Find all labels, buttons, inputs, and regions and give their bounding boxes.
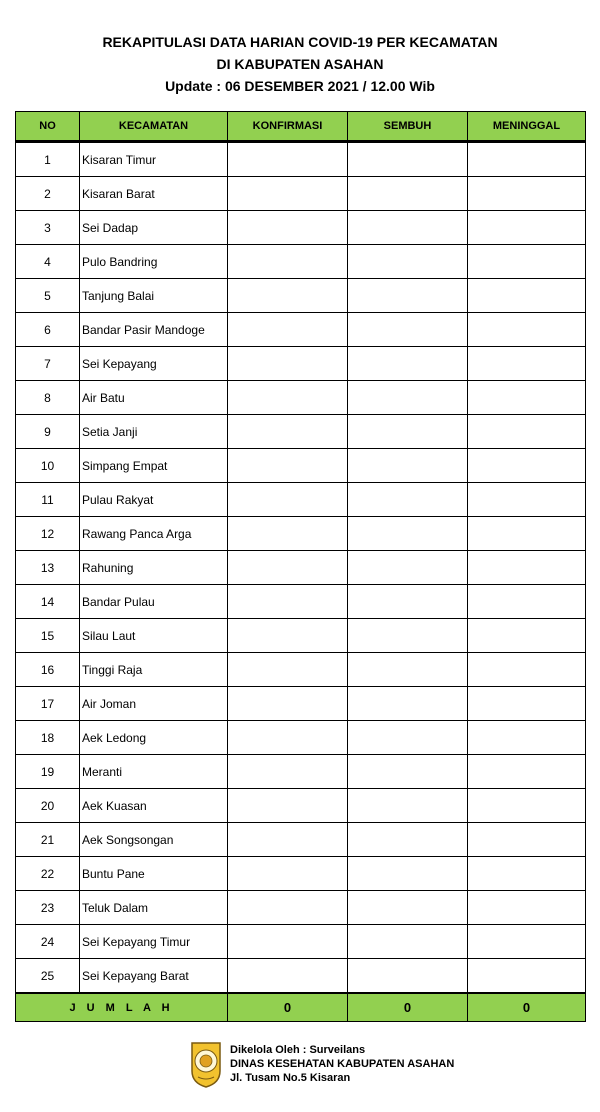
kecamatan-cell: Tinggi Raja [80, 653, 228, 687]
kecamatan-cell: Aek Kuasan [80, 789, 228, 823]
konfirmasi-cell [228, 721, 348, 755]
sembuh-cell [348, 177, 468, 211]
kecamatan-cell: Tanjung Balai [80, 279, 228, 313]
table-body [16, 142, 586, 994]
table-row [16, 857, 586, 891]
meninggal-cell [468, 245, 586, 279]
sembuh-cell [348, 755, 468, 789]
sembuh-cell [348, 551, 468, 585]
kecamatan-cell: Rawang Panca Arga [80, 517, 228, 551]
meninggal-cell [468, 483, 586, 517]
column-header-no: NO [16, 112, 80, 142]
row-number-cell: 6 [16, 313, 80, 347]
meninggal-cell [468, 347, 586, 381]
kecamatan-cell: Pulau Rakyat [80, 483, 228, 517]
sembuh-cell [348, 857, 468, 891]
konfirmasi-cell [228, 585, 348, 619]
total-meninggal: 0 [468, 993, 586, 1022]
meninggal-cell [468, 551, 586, 585]
row-number-cell: 25 [16, 959, 80, 994]
sembuh-cell [348, 279, 468, 313]
konfirmasi-cell [228, 891, 348, 925]
konfirmasi-cell [228, 142, 348, 177]
row-number-cell: 11 [16, 483, 80, 517]
konfirmasi-cell [228, 177, 348, 211]
footer-managed-by: Dikelola Oleh : Surveilans [230, 1044, 366, 1056]
total-label: J U M L A H [16, 993, 228, 1022]
konfirmasi-cell [228, 483, 348, 517]
table-row [16, 653, 586, 687]
kecamatan-cell: Sei Dadap [80, 211, 228, 245]
row-number-cell: 9 [16, 415, 80, 449]
column-header-meninggal: MENINGGAL [468, 112, 586, 142]
table-row [16, 211, 586, 245]
meninggal-cell [468, 415, 586, 449]
table-row [16, 721, 586, 755]
sembuh-cell [348, 789, 468, 823]
column-header-konfirmasi: KONFIRMASI [228, 112, 348, 142]
sembuh-cell [348, 347, 468, 381]
row-number-cell: 16 [16, 653, 80, 687]
table-row [16, 449, 586, 483]
meninggal-cell [468, 823, 586, 857]
sembuh-cell [348, 959, 468, 994]
sembuh-cell [348, 925, 468, 959]
sembuh-cell [348, 313, 468, 347]
meninggal-cell [468, 721, 586, 755]
row-number-cell: 5 [16, 279, 80, 313]
konfirmasi-cell [228, 925, 348, 959]
sembuh-cell [348, 517, 468, 551]
row-number-cell: 10 [16, 449, 80, 483]
konfirmasi-cell [228, 959, 348, 994]
meninggal-cell [468, 381, 586, 415]
footer-address: Jl. Tusam No.5 Kisaran [230, 1072, 351, 1084]
row-number-cell: 20 [16, 789, 80, 823]
sembuh-cell [348, 585, 468, 619]
sembuh-cell [348, 245, 468, 279]
table-row [16, 585, 586, 619]
column-header-sembuh: SEMBUH [348, 112, 468, 142]
table-row [16, 381, 586, 415]
meninggal-cell [468, 619, 586, 653]
table-row [16, 142, 586, 177]
table-row [16, 279, 586, 313]
sembuh-cell [348, 653, 468, 687]
table-row [16, 619, 586, 653]
table-row [16, 313, 586, 347]
row-number-cell: 7 [16, 347, 80, 381]
table-row [16, 789, 586, 823]
row-number-cell: 12 [16, 517, 80, 551]
konfirmasi-cell [228, 245, 348, 279]
kecamatan-cell: Air Batu [80, 381, 228, 415]
kecamatan-cell: Air Joman [80, 687, 228, 721]
sembuh-cell [348, 415, 468, 449]
row-number-cell: 14 [16, 585, 80, 619]
table-row [16, 551, 586, 585]
meninggal-cell [468, 585, 586, 619]
konfirmasi-cell [228, 381, 348, 415]
konfirmasi-cell [228, 653, 348, 687]
kecamatan-cell: Meranti [80, 755, 228, 789]
footer-agency: DINAS KESEHATAN KABUPATEN ASAHAN [230, 1058, 455, 1070]
meninggal-cell [468, 789, 586, 823]
kecamatan-cell: Sei Kepayang [80, 347, 228, 381]
table-row [16, 245, 586, 279]
konfirmasi-cell [228, 789, 348, 823]
kecamatan-cell: Rahuning [80, 551, 228, 585]
total-row [16, 993, 586, 1022]
sembuh-cell [348, 211, 468, 245]
konfirmasi-cell [228, 551, 348, 585]
row-number-cell: 23 [16, 891, 80, 925]
table-header-row [16, 112, 586, 142]
konfirmasi-cell [228, 313, 348, 347]
table-row [16, 517, 586, 551]
meninggal-cell [468, 687, 586, 721]
konfirmasi-cell [228, 857, 348, 891]
row-number-cell: 3 [16, 211, 80, 245]
sembuh-cell [348, 381, 468, 415]
kecamatan-cell: Buntu Pane [80, 857, 228, 891]
report-title: REKAPITULASI DATA HARIAN COVID-19 PER KECAMATAN [102, 34, 498, 50]
row-number-cell: 22 [16, 857, 80, 891]
kecamatan-cell: Aek Ledong [80, 721, 228, 755]
row-number-cell: 21 [16, 823, 80, 857]
kecamatan-cell: Sei Kepayang Barat [80, 959, 228, 994]
sembuh-cell [348, 142, 468, 177]
sembuh-cell [348, 823, 468, 857]
column-header-kecamatan: KECAMATAN [80, 112, 228, 142]
meninggal-cell [468, 177, 586, 211]
konfirmasi-cell [228, 823, 348, 857]
update-date: Update : 06 DESEMBER 2021 / 12.00 Wib [165, 78, 435, 94]
report-subtitle: DI KABUPATEN ASAHAN [216, 56, 384, 72]
kecamatan-cell: Aek Songsongan [80, 823, 228, 857]
sembuh-cell [348, 721, 468, 755]
sembuh-cell [348, 483, 468, 517]
kecamatan-cell: Bandar Pulau [80, 585, 228, 619]
konfirmasi-cell [228, 449, 348, 483]
kecamatan-cell: Teluk Dalam [80, 891, 228, 925]
meninggal-cell [468, 653, 586, 687]
footer-text [230, 1043, 550, 1085]
konfirmasi-cell [228, 517, 348, 551]
meninggal-cell [468, 449, 586, 483]
meninggal-cell [468, 959, 586, 994]
table-row [16, 415, 586, 449]
row-number-cell: 8 [16, 381, 80, 415]
row-number-cell: 17 [16, 687, 80, 721]
row-number-cell: 13 [16, 551, 80, 585]
konfirmasi-cell [228, 279, 348, 313]
covid-recap-table [15, 111, 586, 1022]
meninggal-cell [468, 517, 586, 551]
table-row [16, 347, 586, 381]
total-sembuh: 0 [348, 993, 468, 1022]
kecamatan-cell: Simpang Empat [80, 449, 228, 483]
table-row [16, 823, 586, 857]
table-row [16, 891, 586, 925]
row-number-cell: 2 [16, 177, 80, 211]
row-number-cell: 1 [16, 142, 80, 177]
meninggal-cell [468, 313, 586, 347]
konfirmasi-cell [228, 755, 348, 789]
kecamatan-cell: Bandar Pasir Mandoge [80, 313, 228, 347]
meninggal-cell [468, 857, 586, 891]
konfirmasi-cell [228, 619, 348, 653]
kecamatan-cell: Kisaran Barat [80, 177, 228, 211]
table-row [16, 755, 586, 789]
kecamatan-cell: Pulo Bandring [80, 245, 228, 279]
sembuh-cell [348, 687, 468, 721]
kecamatan-cell: Kisaran Timur [80, 142, 228, 177]
table-row [16, 925, 586, 959]
sembuh-cell [348, 619, 468, 653]
kecamatan-cell: Silau Laut [80, 619, 228, 653]
sembuh-cell [348, 449, 468, 483]
konfirmasi-cell [228, 687, 348, 721]
kecamatan-cell: Setia Janji [80, 415, 228, 449]
konfirmasi-cell [228, 211, 348, 245]
table-row [16, 483, 586, 517]
row-number-cell: 24 [16, 925, 80, 959]
konfirmasi-cell [228, 415, 348, 449]
meninggal-cell [468, 211, 586, 245]
meninggal-cell [468, 925, 586, 959]
kecamatan-cell: Sei Kepayang Timur [80, 925, 228, 959]
asahan-regency-emblem-icon [188, 1041, 224, 1089]
meninggal-cell [468, 755, 586, 789]
table-row [16, 687, 586, 721]
meninggal-cell [468, 142, 586, 177]
row-number-cell: 4 [16, 245, 80, 279]
table-row [16, 959, 586, 994]
row-number-cell: 19 [16, 755, 80, 789]
row-number-cell: 15 [16, 619, 80, 653]
row-number-cell: 18 [16, 721, 80, 755]
table-row [16, 177, 586, 211]
total-konfirmasi: 0 [228, 993, 348, 1022]
konfirmasi-cell [228, 347, 348, 381]
meninggal-cell [468, 891, 586, 925]
meninggal-cell [468, 279, 586, 313]
sembuh-cell [348, 891, 468, 925]
